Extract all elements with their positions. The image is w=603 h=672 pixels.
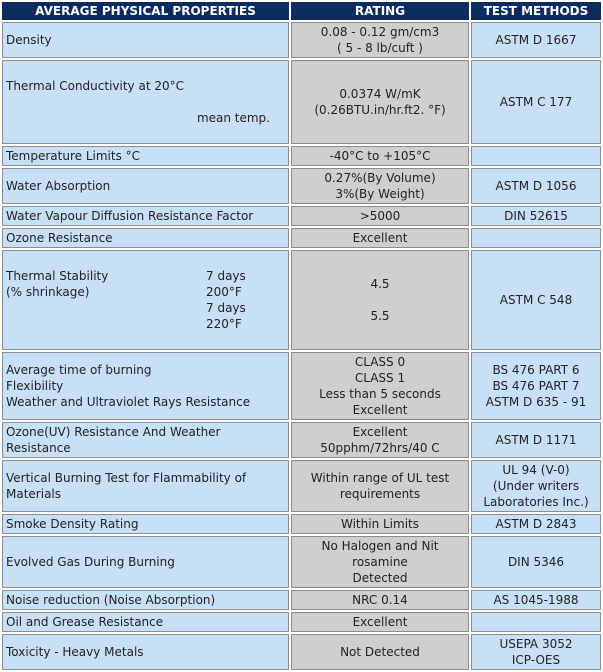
- row-evolved-gas: [2, 536, 601, 588]
- property-cell: Average time of burning Flexibility Weather and Ultraviolet Rays Resistance: [2, 352, 289, 420]
- test-cell: [471, 612, 601, 632]
- test-cell: [471, 228, 601, 248]
- test-cell: UL 94 (V-0) (Under writers Laboratories Inc.): [471, 460, 601, 512]
- header-property: AVERAGE PHYSICAL PROPERTIES: [2, 2, 289, 20]
- property-cell: Water Absorption: [2, 168, 289, 204]
- property-cell: Noise reduction (Noise Absorption): [2, 590, 289, 610]
- property-cell: Oil and Grease Resistance: [2, 612, 289, 632]
- row-density: [2, 22, 601, 58]
- rating-cell: -40°C to +105°C: [291, 146, 469, 166]
- test-cell: ASTM D 1056: [471, 168, 601, 204]
- header-rating: RATING: [291, 2, 469, 20]
- row-ozone-resistance: [2, 228, 601, 248]
- property-cell: Density: [2, 22, 289, 58]
- row-thermal-conductivity: [2, 60, 601, 144]
- property-conditions: 7 days 200°F 7 days 220°F: [206, 269, 246, 331]
- property-cell: Water Vapour Diffusion Resistance Factor: [2, 206, 289, 226]
- rating-cell: Within Limits: [291, 514, 469, 534]
- rating-cell: >5000: [291, 206, 469, 226]
- property-cell: Vertical Burning Test for Flammability of Materials: [2, 460, 289, 512]
- row-ozone-uv: [2, 422, 601, 458]
- property-cell: [2, 250, 289, 350]
- row-toxicity: [2, 634, 601, 670]
- property-cell: Ozone(UV) Resistance And Weather Resistance: [2, 422, 289, 458]
- row-water-vapour: [2, 206, 601, 226]
- property-label: Thermal Conductivity at 20°C: [6, 79, 184, 93]
- row-vertical-burning: [2, 460, 601, 512]
- rating-cell: Within range of UL test requirements: [291, 460, 469, 512]
- test-cell: USEPA 3052 ICP-OES: [471, 634, 601, 670]
- property-note: mean temp.: [196, 111, 270, 125]
- row-burning-group: [2, 352, 601, 420]
- test-cell: ASTM C 548: [471, 250, 601, 350]
- rating-cell: Excellent: [291, 228, 469, 248]
- test-cell: ASTM C 177: [471, 60, 601, 144]
- row-water-absorption: [2, 168, 601, 204]
- header-row: [2, 2, 601, 20]
- property-cell: [2, 60, 289, 144]
- property-cell: Ozone Resistance: [2, 228, 289, 248]
- property-cell: Evolved Gas During Burning: [2, 536, 289, 588]
- test-cell: ASTM D 1171: [471, 422, 601, 458]
- test-cell: BS 476 PART 6 BS 476 PART 7 ASTM D 635 - 91: [471, 352, 601, 420]
- row-oil-grease: [2, 612, 601, 632]
- test-cell: AS 1045-1988: [471, 590, 601, 610]
- test-cell: [471, 146, 601, 166]
- test-cell: DIN 52615: [471, 206, 601, 226]
- row-noise-reduction: [2, 590, 601, 610]
- property-cell: Temperature Limits °C: [2, 146, 289, 166]
- rating-cell: Not Detected: [291, 634, 469, 670]
- rating-cell: Excellent 50pphm/72hrs/40 C: [291, 422, 469, 458]
- rating-cell: 0.0374 W/mK (0.26BTU.in/hr.ft2. °F): [291, 60, 469, 144]
- rating-cell: 0.27%(By Volume) 3%(By Weight): [291, 168, 469, 204]
- test-cell: DIN 5346: [471, 536, 601, 588]
- property-label: Thermal Stability (% shrinkage): [6, 269, 109, 299]
- rating-cell: No Halogen and Nit rosamine Detected: [291, 536, 469, 588]
- rating-cell: CLASS 0 CLASS 1 Less than 5 seconds Excellent: [291, 352, 469, 420]
- test-cell: ASTM D 2843: [471, 514, 601, 534]
- rating-cell: 4.5 5.5: [291, 250, 469, 350]
- row-smoke-density: [2, 514, 601, 534]
- rating-cell: 0.08 - 0.12 gm/cm3 ( 5 - 8 lb/cuft ): [291, 22, 469, 58]
- property-cell: Toxicity - Heavy Metals: [2, 634, 289, 670]
- row-temperature-limits: [2, 146, 601, 166]
- rating-cell: NRC 0.14: [291, 590, 469, 610]
- header-test-methods: TEST METHODS: [471, 2, 601, 20]
- rating-cell: Excellent: [291, 612, 469, 632]
- row-thermal-stability: [2, 250, 601, 350]
- property-cell: Smoke Density Rating: [2, 514, 289, 534]
- test-cell: ASTM D 1667: [471, 22, 601, 58]
